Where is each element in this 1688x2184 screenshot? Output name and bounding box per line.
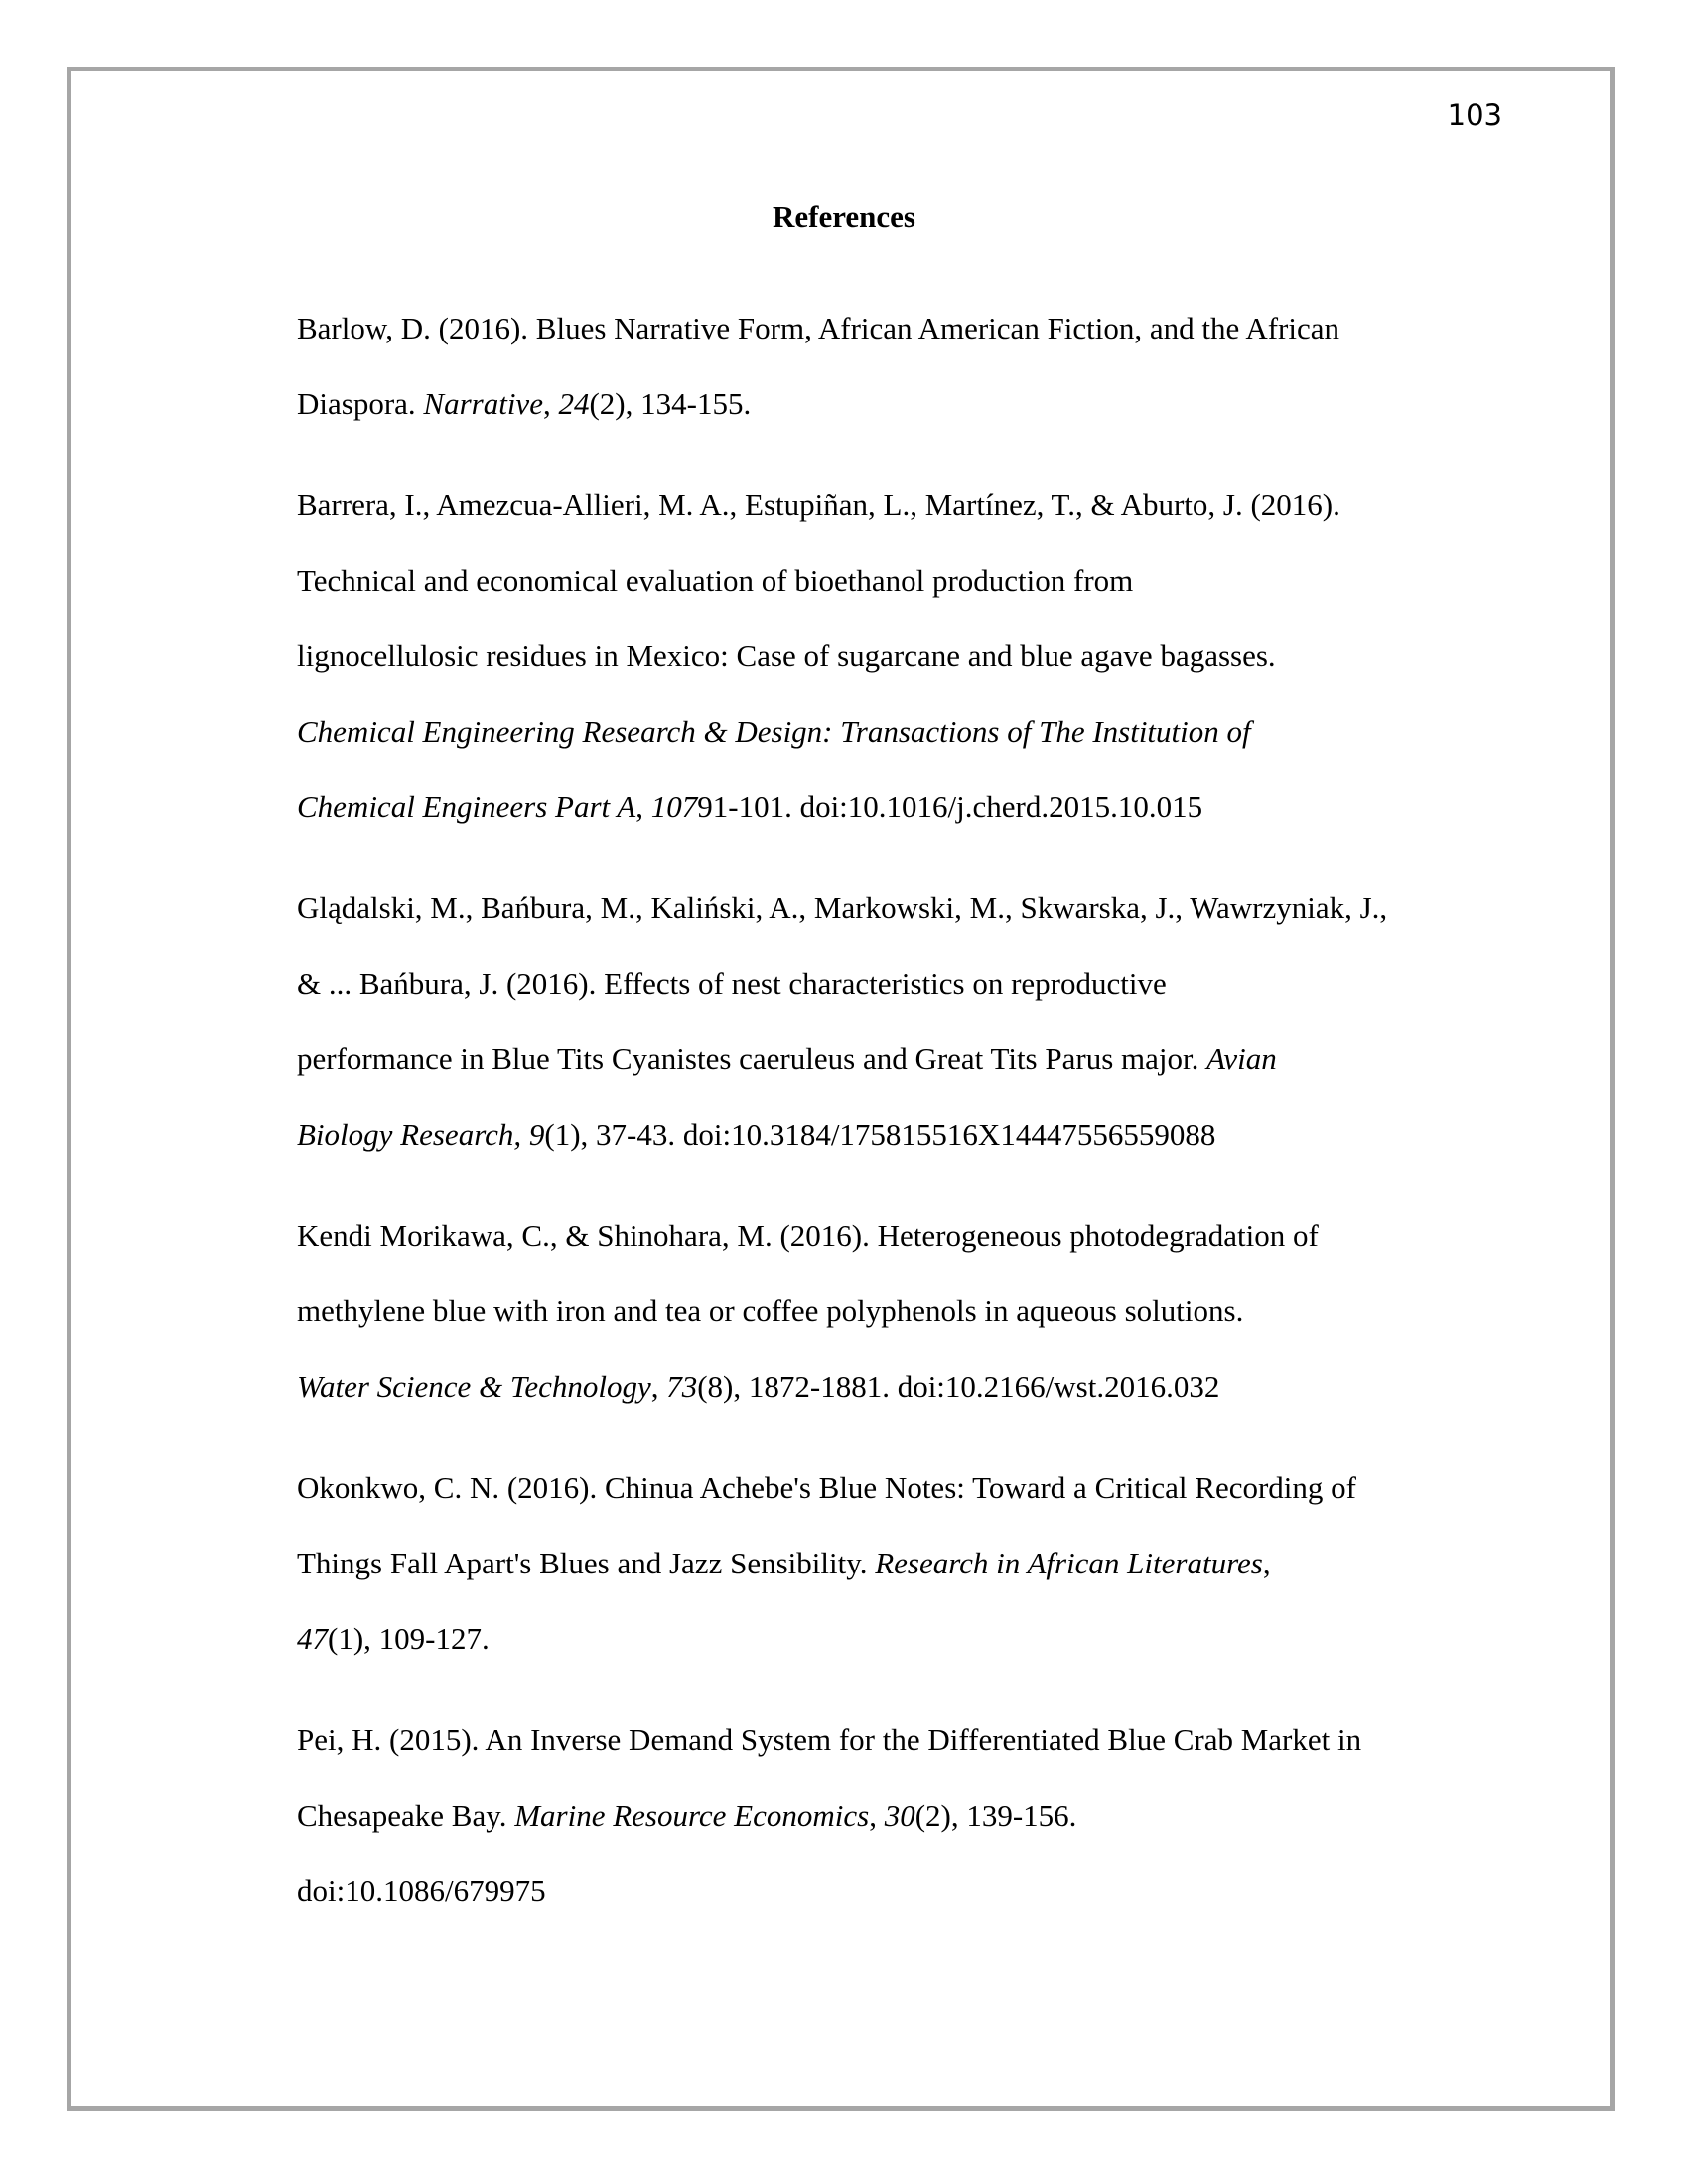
italic-text: Research in African Literatures [875,1546,1263,1580]
reference-text: Kendi Morikawa, C., & Shinohara, M. (2016). Heterogeneous photodegradation of [297,1218,1319,1253]
reference-line [297,1601,1488,1677]
reference-text: Barrera, I., Amezcua-Allieri, M. A., Estupiñan, L., Martínez, T., & Aburto, J. (2016). [297,487,1340,522]
italic-text: Narrative [423,386,543,421]
reference-text: Things Fall Apart's Blues and Jazz Sensibility. [297,1546,876,1580]
reference-line [297,1450,1488,1526]
reference-line [297,871,1488,946]
reference-text: methylene blue with iron and tea or coffee polyphenols in aqueous solutions. [297,1294,1244,1328]
reference-line [297,468,1488,543]
reference-line [297,1349,1488,1425]
reference-line [297,1198,1488,1274]
reference-text: (2), 139-156. [914,1798,1077,1833]
reference-entry [297,1703,1488,1929]
reference-text: , [542,386,559,421]
italic-text: Biology Research, 9 [297,1117,545,1152]
reference-text: , [635,789,651,824]
reference-entry [297,871,1488,1172]
reference-entry [297,1450,1488,1677]
italic-text: Chemical Engineering Research & Design: Transactions of The Institution of [297,714,1251,749]
reference-text: performance in Blue Tits Cyanistes caeruleus and Great Tits Parus major. [297,1041,1207,1076]
italic-text: 24 [558,386,590,421]
reference-entry [297,1198,1488,1425]
reference-text: , [869,1798,885,1833]
reference-text: Chesapeake Bay. [297,1798,515,1833]
reference-line [297,366,1488,442]
italic-text: 47 [297,1621,328,1656]
reference-entry [297,468,1488,845]
reference-list [297,291,1488,1955]
italic-text: Avian [1206,1041,1277,1076]
italic-text: 73 [666,1369,698,1404]
reference-line [297,769,1488,845]
reference-text: Diaspora. [297,386,424,421]
reference-text: Okonkwo, C. N. (2016). Chinua Achebe's Blue Notes: Toward a Critical Recording of [297,1470,1356,1505]
reference-line [297,1274,1488,1349]
reference-text: Glądalski, M., Bańbura, M., Kaliński, A., Markowski, M., Skwarska, J., Wawrzyniak, J., [297,890,1388,925]
italic-text: Marine Resource Economics [514,1798,870,1833]
italic-text: Chemical Engineers Part A [297,789,636,824]
reference-text: lignocellulosic residues in Mexico: Case of sugarcane and blue agave bagasses. [297,638,1276,673]
reference-text: 91-101. doi:10.1016/j.cherd.2015.10.015 [697,789,1203,824]
reference-line [297,1097,1488,1172]
reference-text: & ... Bańbura, J. (2016). Effects of nest characteristics on reproductive [297,966,1167,1001]
reference-line [297,1778,1488,1853]
reference-line [297,291,1488,366]
reference-line [297,694,1488,769]
reference-line [297,1703,1488,1778]
italic-text: 107 [650,789,698,824]
reference-entry [297,291,1488,442]
reference-text: (1), 37-43. doi:10.3184/175815516X14447556559088 [544,1117,1216,1152]
reference-text: , [1262,1546,1271,1580]
italic-text: Water Science & Technology [297,1369,651,1404]
references-heading: References [772,200,915,234]
reference-text: doi:10.1086/679975 [297,1873,546,1908]
reference-text: , [650,1369,667,1404]
reference-line [297,543,1488,618]
reference-text: (8), 1872-1881. doi:10.2166/wst.2016.032 [697,1369,1220,1404]
reference-text: Barlow, D. (2016). Blues Narrative Form, African American Fiction, and the African [297,311,1339,345]
reference-text: (1), 109-127. [328,1621,490,1656]
reference-text: (2), 134-155. [589,386,752,421]
italic-text: 30 [884,1798,915,1833]
reference-line [297,946,1488,1022]
reference-text: Pei, H. (2015). An Inverse Demand System for the Differentiated Blue Crab Market in [297,1722,1362,1757]
reference-text: Technical and economical evaluation of bioethanol production from [297,563,1134,598]
reference-line [297,618,1488,694]
reference-line [297,1853,1488,1929]
page-number: 103 [1447,98,1502,132]
reference-line [297,1022,1488,1097]
reference-line [297,1526,1488,1601]
